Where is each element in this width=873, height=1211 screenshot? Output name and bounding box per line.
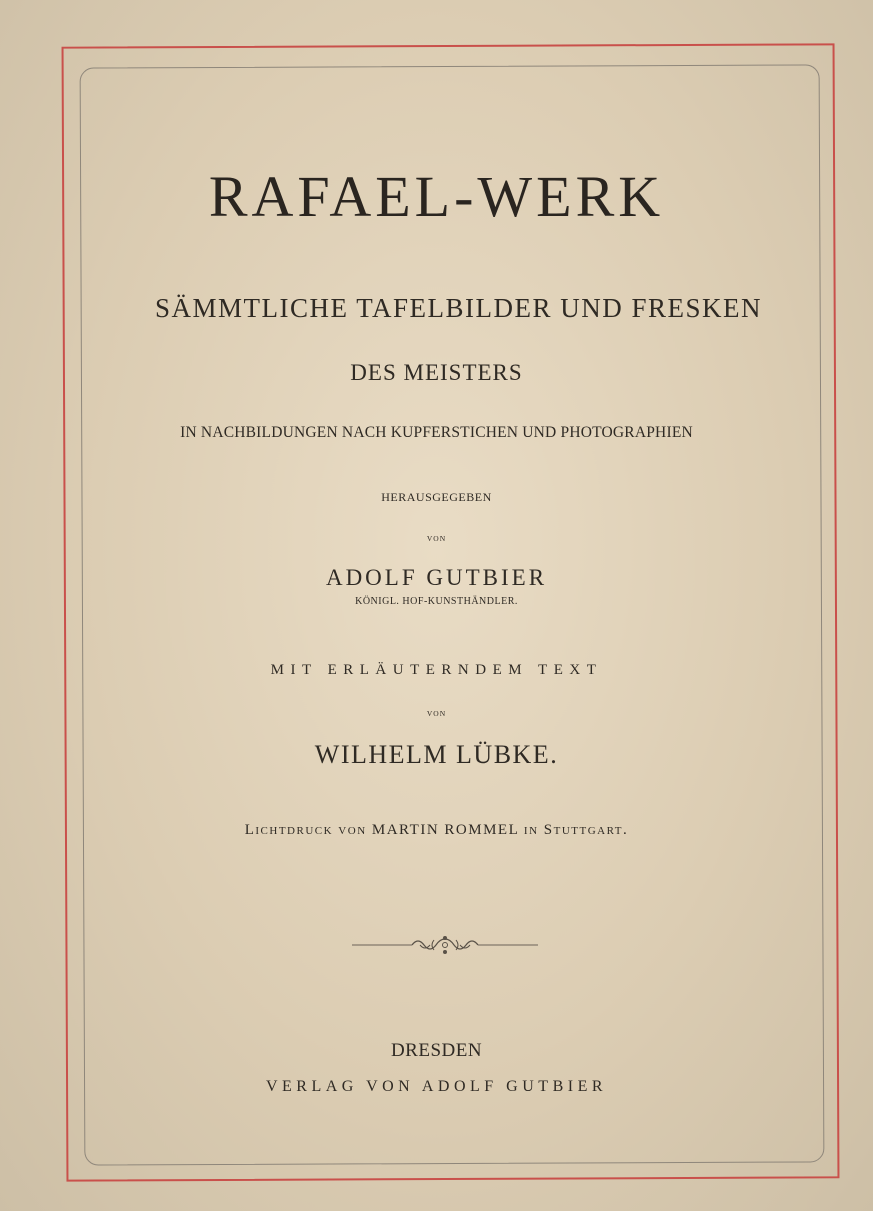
editor-name: ADOLF GUTBIER [325,565,548,590]
subtitle-line-1: SÄMMTLICHE TAFELBILDER UND FRESKEN [154,293,763,323]
editor-intro: HERAUSGEGEBEN [381,490,492,504]
text-intro: MIT ERLÄUTERNDEM TEXT [270,662,603,678]
printer-line: Lichtdruck von MARTIN ROMMEL in Stuttgart. [244,822,629,838]
book-title: RAFAEL-WERK [208,164,665,229]
subtitle-line-3: IN NACHBILDUNGEN NACH KUPFERSTICHEN UND PHOTOGRAPHIEN [180,424,693,441]
publication-city: DRESDEN [390,1040,483,1061]
subtitle-line-2: DES MEISTERS [350,360,523,385]
von-label-1: VON [426,534,447,543]
editor-role: KÖNIGL. HOF-KUNSTHÄNDLER. [355,596,518,607]
ornament-flourish-icon [350,932,540,958]
von-label-2: VON [426,709,447,718]
text-author: WILHELM LÜBKE. [314,740,559,769]
publisher-line: VERLAG VON ADOLF GUTBIER [265,1078,608,1095]
